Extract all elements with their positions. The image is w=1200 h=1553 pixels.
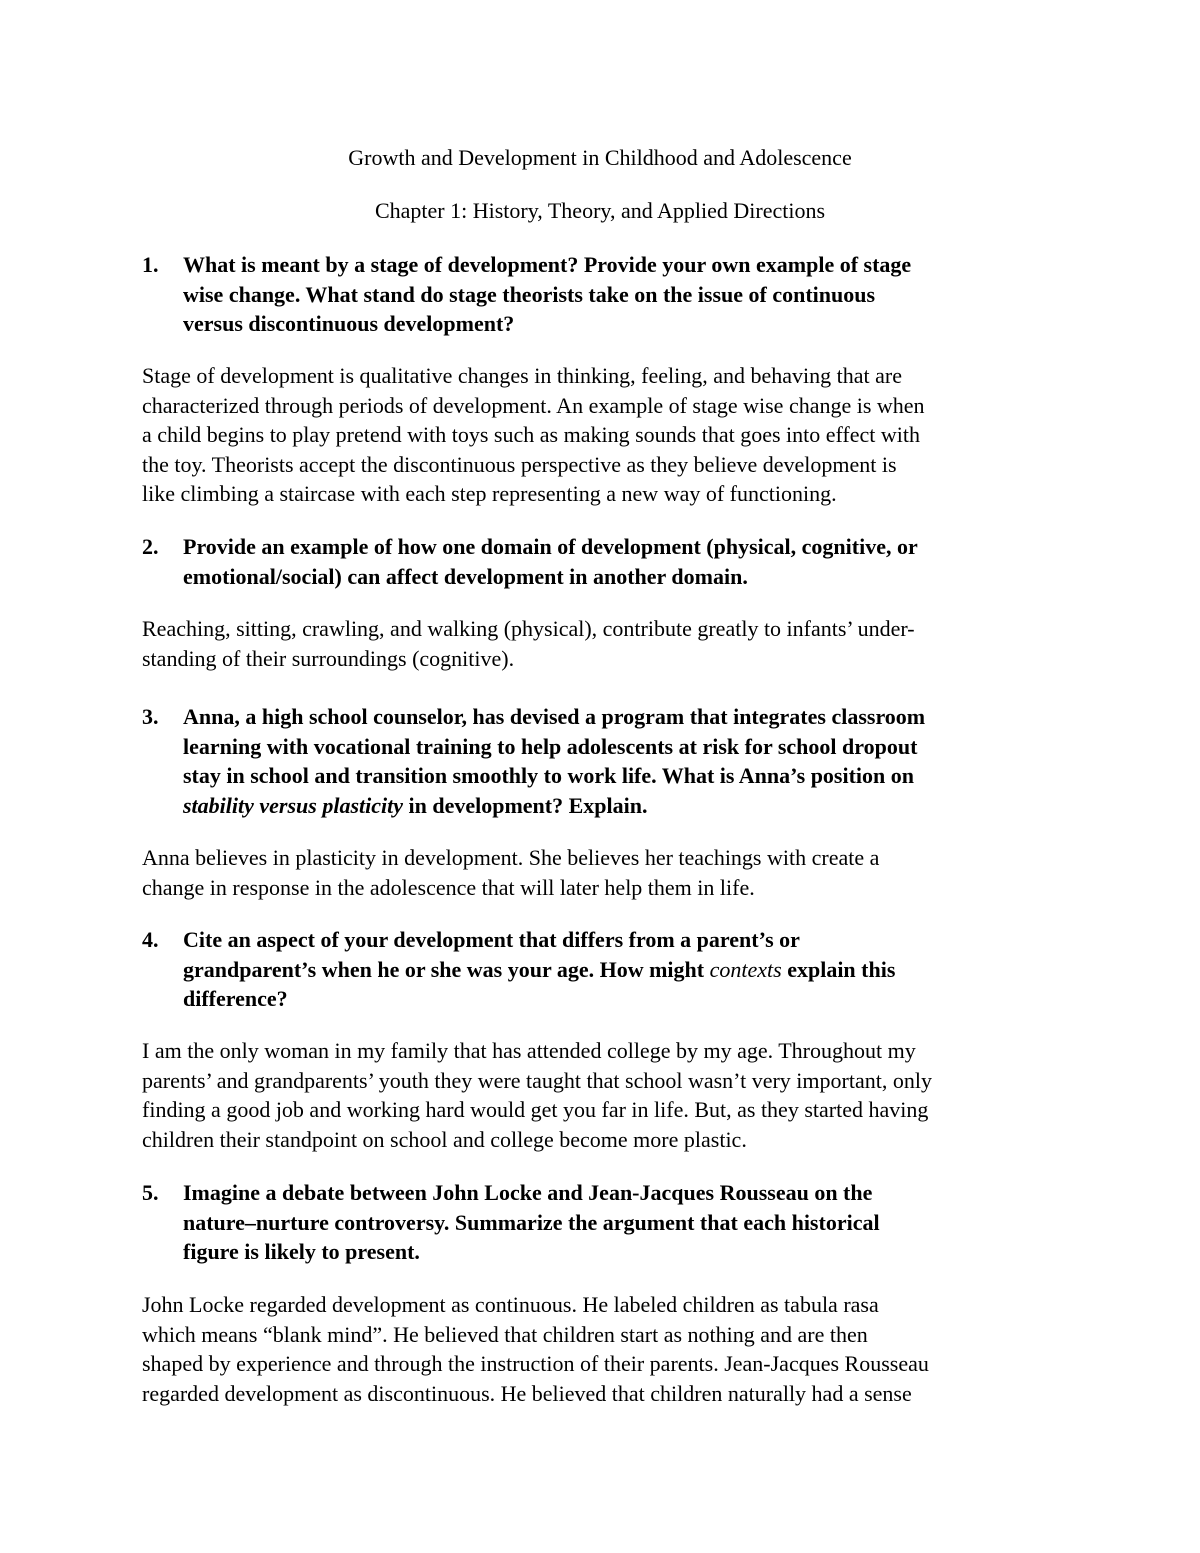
answer-2 (142, 614, 1072, 673)
question-number: 5. (142, 1180, 159, 1205)
question-line: What is meant by a stage of development? Provide your own example of stage (183, 252, 912, 277)
answer-line: standing of their surroundings (cognitive). (142, 645, 515, 671)
question-number: 1. (142, 252, 159, 277)
question-line: learning with vocational training to help adolescents at risk for school dropout (183, 733, 918, 759)
question-line: Anna, a high school counselor, has devised a program that integrates classroom (183, 704, 926, 729)
answer-line: parents’ and grandparents’ youth they were taught that school wasn’t very important, only (142, 1067, 932, 1093)
answer-line: I am the only woman in my family that has attended college by my age. Throughout my (142, 1038, 916, 1063)
question-line: figure is likely to present. (183, 1239, 420, 1264)
question-line: nature–nurture controversy. Summarize the argument that each historical (183, 1209, 880, 1235)
question-line: difference? (183, 986, 288, 1011)
answer-line: Anna believes in plasticity in development. She believes her teachings with create a (142, 845, 880, 870)
question-text (183, 250, 1063, 339)
answer-5 (142, 1290, 1072, 1408)
emphasis-stability-plasticity: stability versus plasticity (183, 792, 403, 818)
question-number: 2. (142, 534, 159, 559)
emphasis-contexts: contexts (709, 956, 782, 982)
answer-line: the toy. Theorists accept the discontinuous perspective as they believe development is (142, 451, 897, 477)
question-line: wise change. What stand do stage theorists take on the issue of continuous (183, 281, 876, 307)
answer-line: Stage of development is qualitative changes in thinking, feeling, and behaving that are (142, 363, 902, 388)
question-line-rest: in development? Explain. (403, 792, 648, 818)
question-text (183, 1178, 1063, 1267)
question-line: emotional/social) can affect development in another domain. (183, 563, 748, 589)
answer-line: a child begins to play pretend with toys such as making sounds that goes into effect with (142, 422, 921, 447)
document-title: Growth and Development in Childhood and Adolescence (348, 145, 852, 170)
answer-1 (142, 361, 1072, 509)
question-number: 3. (142, 704, 159, 729)
chapter-subtitle: Chapter 1: History, Theory, and Applied Directions (374, 198, 826, 223)
question-number: 4. (142, 927, 159, 952)
question-line: Imagine a debate between John Locke and Jean-Jacques Rousseau on the (183, 1180, 873, 1205)
question-line: Cite an aspect of your development that differs from a parent’s or (183, 927, 800, 952)
question-line: stay in school and transition smoothly to work life. What is Anna’s position on (183, 763, 915, 788)
answer-line: regarded development as discontinuous. He believed that children naturally had a sense (142, 1380, 912, 1406)
question-line: versus discontinuous development? (183, 311, 515, 336)
answer-line: John Locke regarded development as continuous. He labeled children as tabula rasa (142, 1292, 879, 1317)
answer-line: children their standpoint on school and college become more plastic. (142, 1126, 747, 1152)
answer-line: which means “blank mind”. He believed that children start as nothing and are then (142, 1321, 868, 1347)
answer-line: characterized through periods of development. An example of stage wise change is when (142, 392, 925, 418)
answer-line: Reaching, sitting, crawling, and walking (physical), contribute greatly to infants’ under- (142, 616, 915, 641)
answer-line: change in response in the adolescence that will later help them in life. (142, 874, 755, 900)
answer-line: shaped by experience and through the instruction of their parents. Jean-Jacques Rousseau (142, 1351, 929, 1376)
question-text (183, 532, 1063, 591)
question-line: Provide an example of how one domain of development (physical, cognitive, or (183, 534, 918, 559)
question-line-start: grandparent’s when he or she was your age. How might (183, 956, 710, 982)
answer-line: finding a good job and working hard would get you far in life. But, as they started having (142, 1097, 929, 1122)
question-text (183, 925, 1063, 1014)
question-text (183, 702, 1063, 820)
question-line (183, 791, 1063, 821)
answer-3 (142, 843, 1072, 902)
question-line-end: explain this (781, 956, 896, 982)
answer-line: like climbing a staircase with each step representing a new way of functioning. (142, 481, 837, 506)
question-line (183, 955, 1063, 985)
answer-4 (142, 1036, 1072, 1154)
